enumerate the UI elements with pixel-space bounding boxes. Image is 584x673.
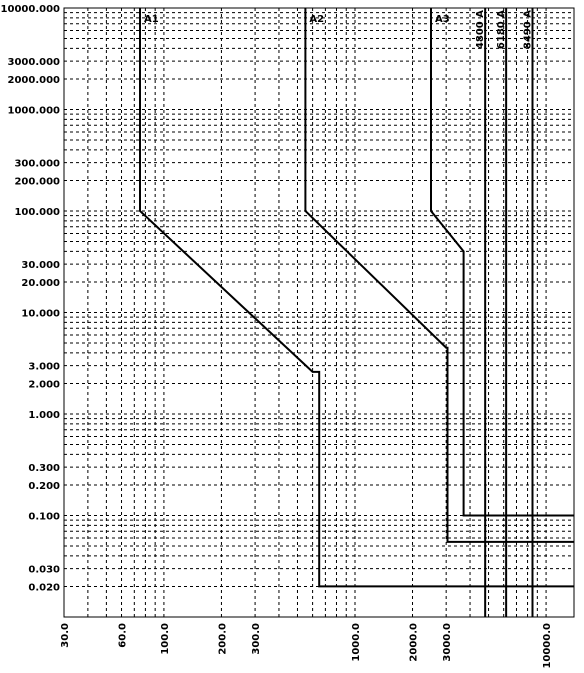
series-label: A1 <box>144 14 159 25</box>
y-tick-label: 3000.000 <box>7 57 60 69</box>
x-tick-label: 200.0 <box>217 623 229 655</box>
y-tick-label: 0.300 <box>28 463 60 475</box>
series-line-a2 <box>305 8 574 542</box>
y-tick-label: 1000.000 <box>7 105 60 117</box>
y-tick-label: 0.030 <box>28 564 60 576</box>
y-tick-label: 2000.000 <box>7 74 60 86</box>
y-tick-label: 2.000 <box>28 379 60 391</box>
y-tick-label: 200.000 <box>14 176 60 188</box>
y-tick-label: 0.020 <box>28 582 60 594</box>
y-tick-label: 10000.000 <box>0 4 60 15</box>
vertical-limit-label: 8490 A <box>522 10 534 50</box>
x-tick-label: 30.0 <box>60 623 71 648</box>
series-label: A2 <box>309 14 325 25</box>
y-tick-label: 3.000 <box>28 361 60 373</box>
y-tick-labels <box>1 4 61 593</box>
y-tick-label: 0.200 <box>28 480 60 492</box>
y-tick-label: 20.000 <box>21 277 60 289</box>
series-line-a1 <box>140 8 574 586</box>
x-tick-label: 3000.0 <box>442 623 454 662</box>
x-tick-label: 100.0 <box>159 623 171 655</box>
y-tick-label: 10.000 <box>21 308 60 320</box>
vertical-limit-label: 4800 A <box>475 9 487 50</box>
y-tick-label: 0.100 <box>28 511 60 523</box>
series-line-a3 <box>431 8 574 516</box>
curve-series <box>140 8 574 586</box>
x-tick-label: 2000.0 <box>408 623 420 662</box>
vertical-limit-label: 6180 A <box>496 10 508 50</box>
y-tick-label: 300.000 <box>14 158 60 170</box>
x-tick-label: 1000.0 <box>350 623 362 662</box>
x-tick-label: 300.0 <box>251 623 263 655</box>
series-label: A3 <box>435 14 450 25</box>
x-tick-label: 10000.0 <box>542 623 554 669</box>
y-tick-label: 30.000 <box>21 260 60 272</box>
x-tick-label: 60.0 <box>117 623 129 648</box>
y-tick-label: 1.000 <box>28 410 60 421</box>
x-tick-labels <box>60 623 553 669</box>
y-tick-label: 100.000 <box>14 207 60 218</box>
